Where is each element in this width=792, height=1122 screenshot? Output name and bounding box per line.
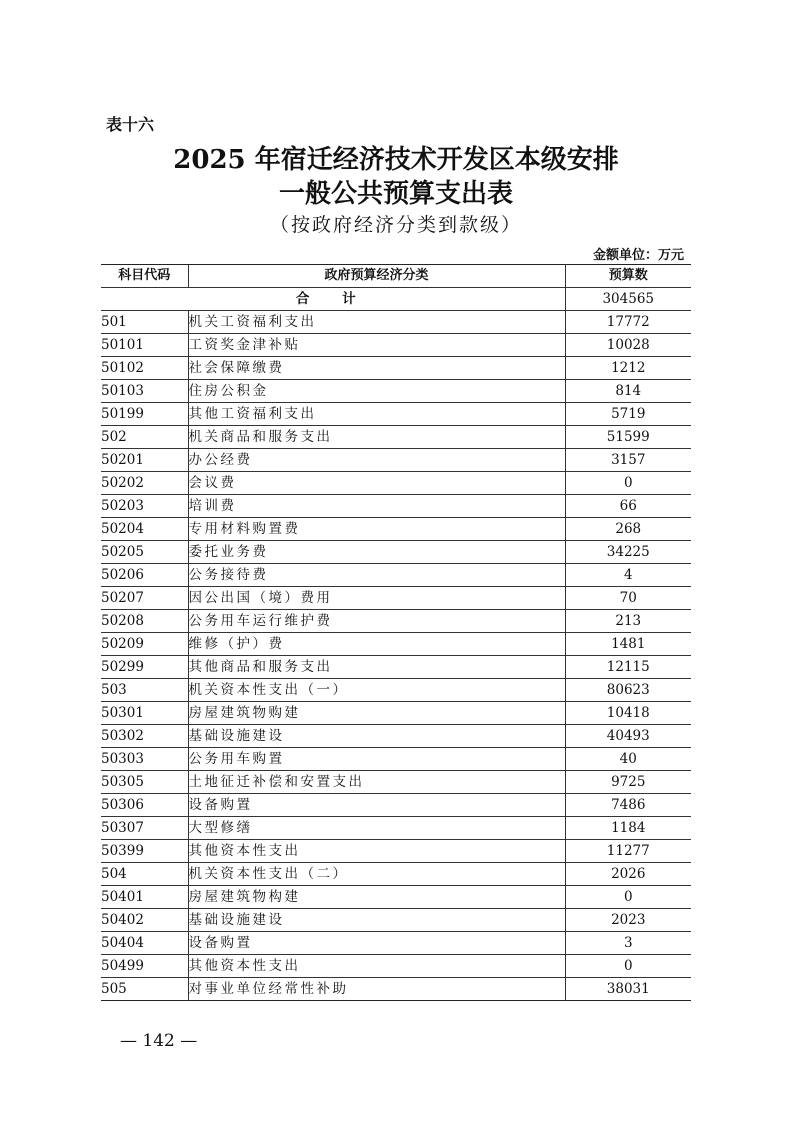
document-subtitle: （按政府经济分类到款级） bbox=[269, 214, 522, 236]
row-code: 50402 bbox=[101, 909, 188, 932]
header-classification: 政府预算经济分类 bbox=[188, 265, 565, 288]
row-amount: 2023 bbox=[565, 909, 691, 932]
table-row bbox=[101, 863, 691, 886]
row-amount: 66 bbox=[565, 495, 691, 518]
row-amount: 2026 bbox=[565, 863, 691, 886]
row-code: 505 bbox=[101, 978, 188, 1001]
row-amount: 51599 bbox=[565, 426, 691, 449]
row-amount: 1481 bbox=[565, 633, 691, 656]
table-row bbox=[101, 978, 691, 1001]
table-row bbox=[101, 794, 691, 817]
row-code: 50307 bbox=[101, 817, 188, 840]
row-classification: 基础设施建设 bbox=[188, 725, 565, 748]
row-code: 50299 bbox=[101, 656, 188, 679]
table-row bbox=[101, 449, 691, 472]
row-classification: 房屋建筑物购建 bbox=[188, 702, 565, 725]
row-code: 503 bbox=[101, 679, 188, 702]
total-label: 合 计 bbox=[101, 288, 565, 311]
table-row bbox=[101, 426, 691, 449]
table-row bbox=[101, 748, 691, 771]
table-row bbox=[101, 840, 691, 863]
row-classification: 公务用车购置 bbox=[188, 748, 565, 771]
row-classification: 委托业务费 bbox=[188, 541, 565, 564]
row-code: 50305 bbox=[101, 771, 188, 794]
table-row bbox=[101, 587, 691, 610]
row-classification: 维修（护）费 bbox=[188, 633, 565, 656]
row-classification: 机关工资福利支出 bbox=[188, 311, 565, 334]
row-code: 501 bbox=[101, 311, 188, 334]
row-classification: 其他资本性支出 bbox=[188, 955, 565, 978]
row-classification: 设备购置 bbox=[188, 932, 565, 955]
table-row bbox=[101, 771, 691, 794]
row-classification: 设备购置 bbox=[188, 794, 565, 817]
row-amount: 0 bbox=[565, 886, 691, 909]
row-amount: 80623 bbox=[565, 679, 691, 702]
row-classification: 对事业单位经常性补助 bbox=[188, 978, 565, 1001]
row-amount: 213 bbox=[565, 610, 691, 633]
row-amount: 12115 bbox=[565, 656, 691, 679]
row-amount: 1212 bbox=[565, 357, 691, 380]
table-row bbox=[101, 334, 691, 357]
row-classification: 机关资本性支出（二） bbox=[188, 863, 565, 886]
row-classification: 因公出国（境）费用 bbox=[188, 587, 565, 610]
table-row bbox=[101, 610, 691, 633]
row-classification: 房屋建筑物构建 bbox=[188, 886, 565, 909]
row-code: 50101 bbox=[101, 334, 188, 357]
row-code: 50103 bbox=[101, 380, 188, 403]
document-title-line-2: 一般公共预算支出表 bbox=[278, 179, 513, 209]
row-amount: 40 bbox=[565, 748, 691, 771]
table-row bbox=[101, 357, 691, 380]
row-amount: 814 bbox=[565, 380, 691, 403]
row-code: 50202 bbox=[101, 472, 188, 495]
row-classification: 公务接待费 bbox=[188, 564, 565, 587]
budget-table bbox=[101, 264, 691, 1001]
row-classification: 办公经费 bbox=[188, 449, 565, 472]
row-amount: 5719 bbox=[565, 403, 691, 426]
table-number-label: 表十六 bbox=[106, 115, 155, 134]
table-row bbox=[101, 518, 691, 541]
table-row bbox=[101, 472, 691, 495]
row-code: 50404 bbox=[101, 932, 188, 955]
row-amount: 70 bbox=[565, 587, 691, 610]
header-code: 科目代码 bbox=[101, 265, 188, 288]
document-title-line-1: 2025 年宿迁经济技术开发区本级安排 bbox=[173, 145, 619, 175]
row-classification: 土地征迁补偿和安置支出 bbox=[188, 771, 565, 794]
total-row bbox=[101, 288, 691, 311]
row-code: 502 bbox=[101, 426, 188, 449]
row-code: 50102 bbox=[101, 357, 188, 380]
row-code: 50208 bbox=[101, 610, 188, 633]
row-code: 50207 bbox=[101, 587, 188, 610]
row-amount: 10028 bbox=[565, 334, 691, 357]
row-code: 50199 bbox=[101, 403, 188, 426]
table-row bbox=[101, 702, 691, 725]
table-row bbox=[101, 541, 691, 564]
row-amount: 1184 bbox=[565, 817, 691, 840]
row-amount: 9725 bbox=[565, 771, 691, 794]
table-row bbox=[101, 932, 691, 955]
row-amount: 34225 bbox=[565, 541, 691, 564]
table-header-row bbox=[101, 265, 691, 288]
row-amount: 3157 bbox=[565, 449, 691, 472]
table-row bbox=[101, 817, 691, 840]
row-code: 50401 bbox=[101, 886, 188, 909]
table-row bbox=[101, 725, 691, 748]
row-code: 50303 bbox=[101, 748, 188, 771]
row-classification: 大型修缮 bbox=[188, 817, 565, 840]
table-row bbox=[101, 679, 691, 702]
row-classification: 专用材料购置费 bbox=[188, 518, 565, 541]
table-row bbox=[101, 403, 691, 426]
row-amount: 40493 bbox=[565, 725, 691, 748]
table-row bbox=[101, 886, 691, 909]
amount-unit-label: 金额单位：万元 bbox=[592, 248, 684, 263]
table-row bbox=[101, 955, 691, 978]
row-amount: 0 bbox=[565, 955, 691, 978]
total-amount: 304565 bbox=[565, 288, 691, 311]
row-amount: 38031 bbox=[565, 978, 691, 1001]
row-classification: 其他资本性支出 bbox=[188, 840, 565, 863]
table-row bbox=[101, 633, 691, 656]
row-code: 50201 bbox=[101, 449, 188, 472]
row-classification: 工资奖金津补贴 bbox=[188, 334, 565, 357]
table-row bbox=[101, 564, 691, 587]
table-row bbox=[101, 909, 691, 932]
table-row bbox=[101, 311, 691, 334]
table-row bbox=[101, 656, 691, 679]
row-classification: 社会保障缴费 bbox=[188, 357, 565, 380]
row-classification: 住房公积金 bbox=[188, 380, 565, 403]
row-classification: 机关商品和服务支出 bbox=[188, 426, 565, 449]
table-row bbox=[101, 380, 691, 403]
row-amount: 11277 bbox=[565, 840, 691, 863]
row-classification: 会议费 bbox=[188, 472, 565, 495]
row-code: 50499 bbox=[101, 955, 188, 978]
row-classification: 机关资本性支出（一） bbox=[188, 679, 565, 702]
header-amount: 预算数 bbox=[565, 265, 691, 288]
row-classification: 基础设施建设 bbox=[188, 909, 565, 932]
row-code: 50302 bbox=[101, 725, 188, 748]
row-amount: 4 bbox=[565, 564, 691, 587]
row-code: 50306 bbox=[101, 794, 188, 817]
row-code: 50206 bbox=[101, 564, 188, 587]
row-classification: 公务用车运行维护费 bbox=[188, 610, 565, 633]
row-classification: 其他工资福利支出 bbox=[188, 403, 565, 426]
row-classification: 培训费 bbox=[188, 495, 565, 518]
row-amount: 10418 bbox=[565, 702, 691, 725]
row-amount: 17772 bbox=[565, 311, 691, 334]
row-amount: 0 bbox=[565, 472, 691, 495]
row-code: 50301 bbox=[101, 702, 188, 725]
row-code: 50209 bbox=[101, 633, 188, 656]
row-amount: 7486 bbox=[565, 794, 691, 817]
row-code: 50399 bbox=[101, 840, 188, 863]
row-classification: 其他商品和服务支出 bbox=[188, 656, 565, 679]
row-amount: 3 bbox=[565, 932, 691, 955]
row-code: 504 bbox=[101, 863, 188, 886]
table-row bbox=[101, 495, 691, 518]
row-code: 50204 bbox=[101, 518, 188, 541]
page-number: — 142 — bbox=[120, 1031, 198, 1051]
row-amount: 268 bbox=[565, 518, 691, 541]
row-code: 50203 bbox=[101, 495, 188, 518]
row-code: 50205 bbox=[101, 541, 188, 564]
